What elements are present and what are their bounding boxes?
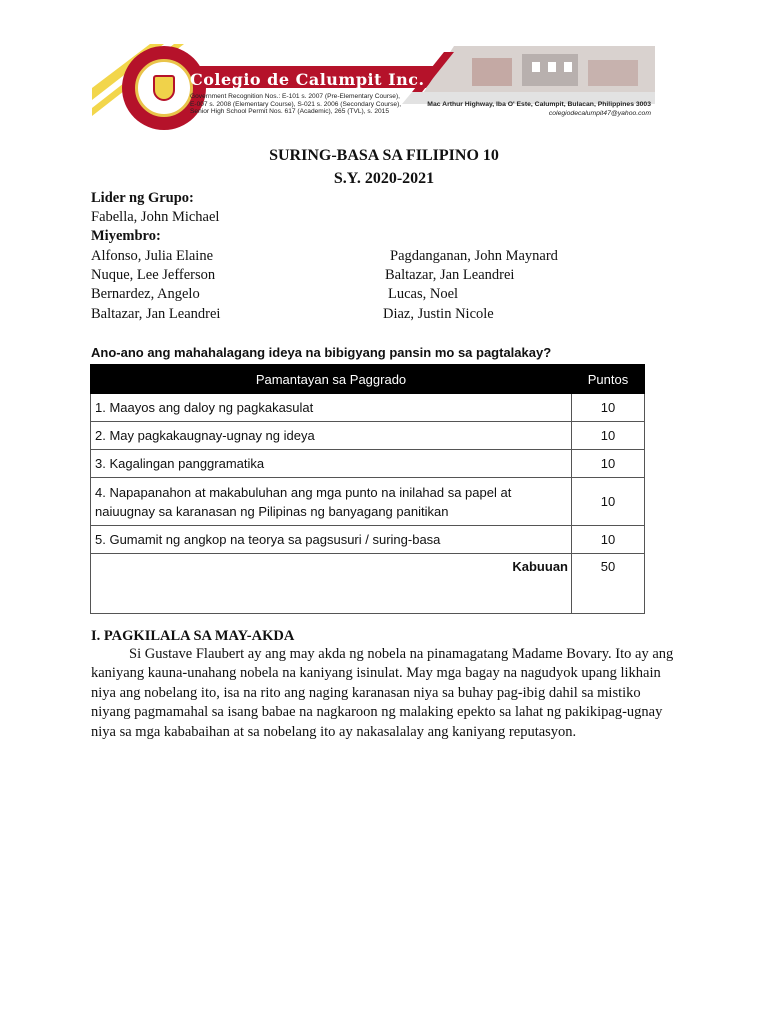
criterion-cell: 2. May pagkakaugnay-ugnay ng ideya — [91, 422, 572, 450]
members-label: Miyembro: — [91, 228, 161, 244]
points-cell: 10 — [572, 394, 645, 422]
member-name: Pagdanganan, John Maynard — [390, 248, 558, 264]
member-name: Bernardez, Angelo — [91, 286, 200, 302]
table-row — [91, 478, 645, 526]
points-cell: 10 — [572, 422, 645, 450]
table-row — [91, 394, 645, 422]
points-cell: 10 — [572, 450, 645, 478]
leader-label: Lider ng Grupo: — [91, 190, 194, 206]
member-name: Lucas, Noel — [388, 286, 459, 302]
member-name: Alfonso, Julia Elaine — [91, 248, 214, 264]
total-points: 50 — [572, 554, 645, 614]
seal-inner-ring — [135, 59, 193, 117]
criterion-cell: 5. Gumamit ng angkop na teorya sa pagsusuri / suring-basa — [91, 526, 572, 554]
column-header-criteria: Pamantayan sa Paggrado — [91, 365, 572, 394]
column-header-points: Puntos — [572, 365, 645, 394]
school-name: Colegio de Calumpit Inc. — [190, 70, 425, 89]
school-header-banner — [92, 44, 655, 134]
school-email: colegiodecalumpit47@yahoo.com — [548, 110, 651, 117]
recognition-line: Government Recognition Nos.: E-101 s. 2007 (Pre-Elementary Course), — [190, 93, 400, 100]
document-title: SURING-BASA SA FILIPINO 10 — [269, 147, 499, 164]
total-label: Kabuuan — [91, 554, 572, 614]
rubric-question: Ano-ano ang mahahalagang ideya na bibigyang pansin mo sa pagtalakay? — [91, 345, 552, 360]
government-recognition — [190, 93, 401, 116]
table-row — [91, 422, 645, 450]
seal-shield-icon — [153, 75, 175, 101]
recognition-line: E-007 s. 2008 (Elementary Course), S-021 s. 2006 (Secondary Course), — [190, 100, 402, 108]
member-name: Diaz, Justin Nicole — [383, 306, 494, 322]
member-name: Nuque, Lee Jefferson — [91, 267, 216, 283]
member-name: Baltazar, Jan Leandrei — [385, 267, 515, 283]
points-cell: 10 — [572, 478, 645, 526]
member-name: Baltazar, Jan Leandrei — [91, 306, 221, 322]
criterion-cell: 3. Kagalingan panggramatika — [91, 450, 572, 478]
section-heading: I. PAGKILALA SA MAY-AKDA — [91, 628, 295, 644]
school-address: Mac Arthur Highway, Iba O' Este, Calumpit, Bulacan, Philippines 3003 — [427, 101, 651, 108]
points-cell: 10 — [572, 526, 645, 554]
criterion-cell: 4. Napapanahon at makabuluhan ang mga punto na inilahad sa papel at naiuugnay sa karanasan ng Pilipinas ng banyagang panitikan — [91, 478, 572, 526]
table-row — [91, 450, 645, 478]
total-row — [91, 554, 645, 614]
table-header-row — [91, 365, 645, 394]
school-year: S.Y. 2020-2021 — [333, 170, 435, 187]
criterion-cell: 1. Maayos ang daloy ng pagkakasulat — [91, 394, 572, 422]
leader-name: Fabella, John Michael — [91, 209, 220, 225]
recognition-line: Senior High School Permit Nos. 617 (Academic), 265 (TVL), s. 2015 — [190, 108, 390, 116]
grading-rubric-table — [90, 364, 645, 614]
table-row — [91, 526, 645, 554]
section-paragraph: Si Gustave Flaubert ay ang may akda ng nobela na pinamagatang Madame Bovary. Ito ay ang kaniyang kauna-unahang nobela na kaniyang isinulat. May mga bagay na nagudyok upang likhain niya ang nobelang ito, isa na rito ang naging karanasan niya sa buhay pag-ibig dahil sa mistiko niyang pagmamahal sa isang babae na nagkaroon ng malaking epekto sa lahat ng pakikipag-ugnay niya sa mga kababaihan at sa nobelang ito ay nakasalalay ang kaniyang reputasyon. — [91, 646, 674, 740]
